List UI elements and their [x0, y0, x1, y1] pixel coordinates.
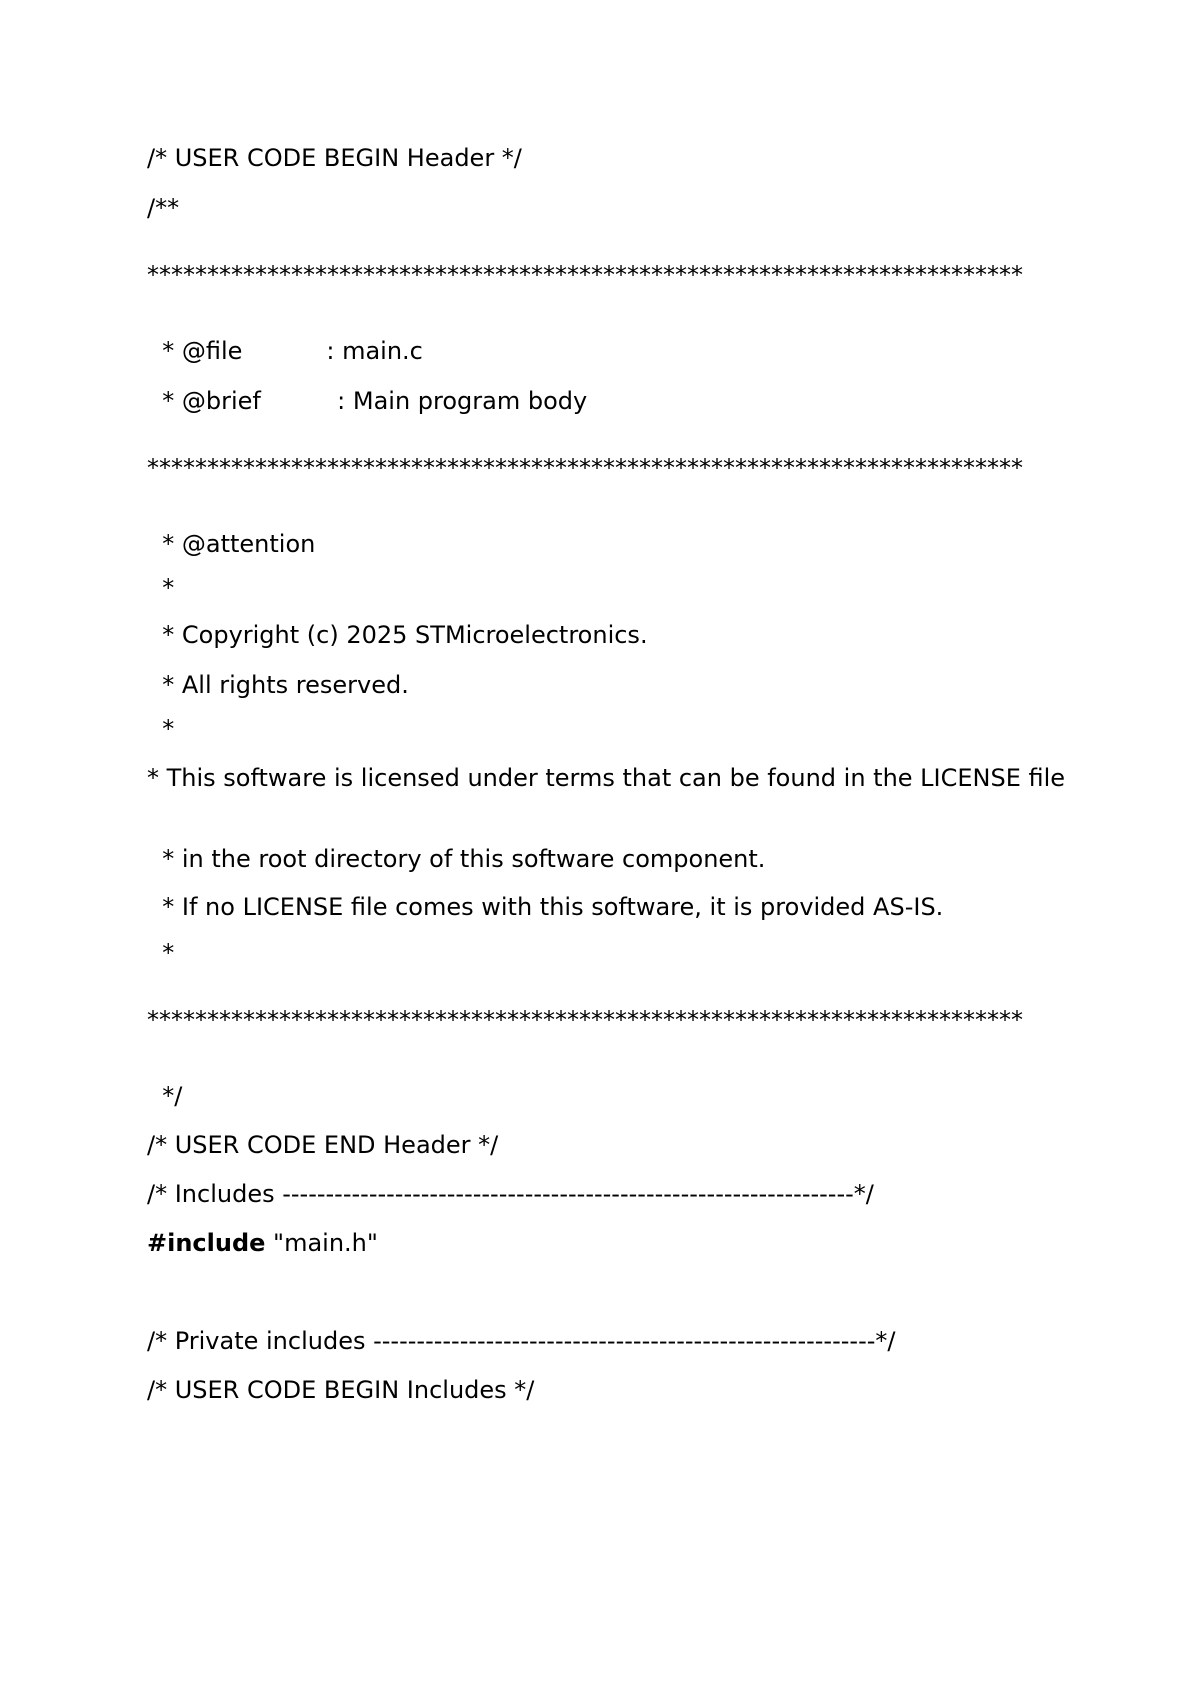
- code-line-license-2: * in the root directory of this software component.: [147, 845, 766, 873]
- code-line-star-divider-3: *************************************************************************: [147, 1006, 1023, 1034]
- code-line-license-1: * This software is licensed under terms that can be found in the LICENSE file: [147, 764, 1066, 792]
- code-line-blank-star-2: *: [147, 715, 175, 743]
- code-line-private-includes: /* Private includes ----------------------------------------------------------*/: [147, 1327, 896, 1355]
- code-line-copyright: * Copyright (c) 2025 STMicroelectronics.: [147, 621, 648, 649]
- code-line-rights: * All rights reserved.: [147, 671, 409, 699]
- code-line-blank-star-1: *: [147, 574, 175, 602]
- code-line-star-divider-2: *************************************************************************: [147, 454, 1023, 482]
- code-line-header-begin: /* USER CODE BEGIN Header */: [147, 144, 522, 172]
- code-line-license-3: * If no LICENSE file comes with this software, it is provided AS-IS.: [147, 893, 944, 921]
- code-line-brief: * @brief : Main program body: [147, 387, 588, 415]
- include-directive: #include: [147, 1229, 266, 1257]
- code-line-includes-begin: /* USER CODE BEGIN Includes */: [147, 1376, 535, 1404]
- code-line-doc-open: /**: [147, 194, 180, 222]
- code-line-includes-section: /* Includes ------------------------------------------------------------------*/: [147, 1180, 874, 1208]
- include-value: "main.h": [265, 1229, 378, 1257]
- code-line-include-main: [147, 1227, 1067, 1259]
- code-line-star-divider-1: *************************************************************************: [147, 261, 1023, 289]
- code-line-attention: * @attention: [147, 530, 316, 558]
- code-line-doc-close: */: [147, 1082, 183, 1110]
- code-line-header-end: /* USER CODE END Header */: [147, 1131, 499, 1159]
- code-listing: [147, 142, 1067, 1406]
- code-line-file: * @file : main.c: [147, 337, 423, 365]
- code-line-blank-star-3: *: [147, 939, 175, 967]
